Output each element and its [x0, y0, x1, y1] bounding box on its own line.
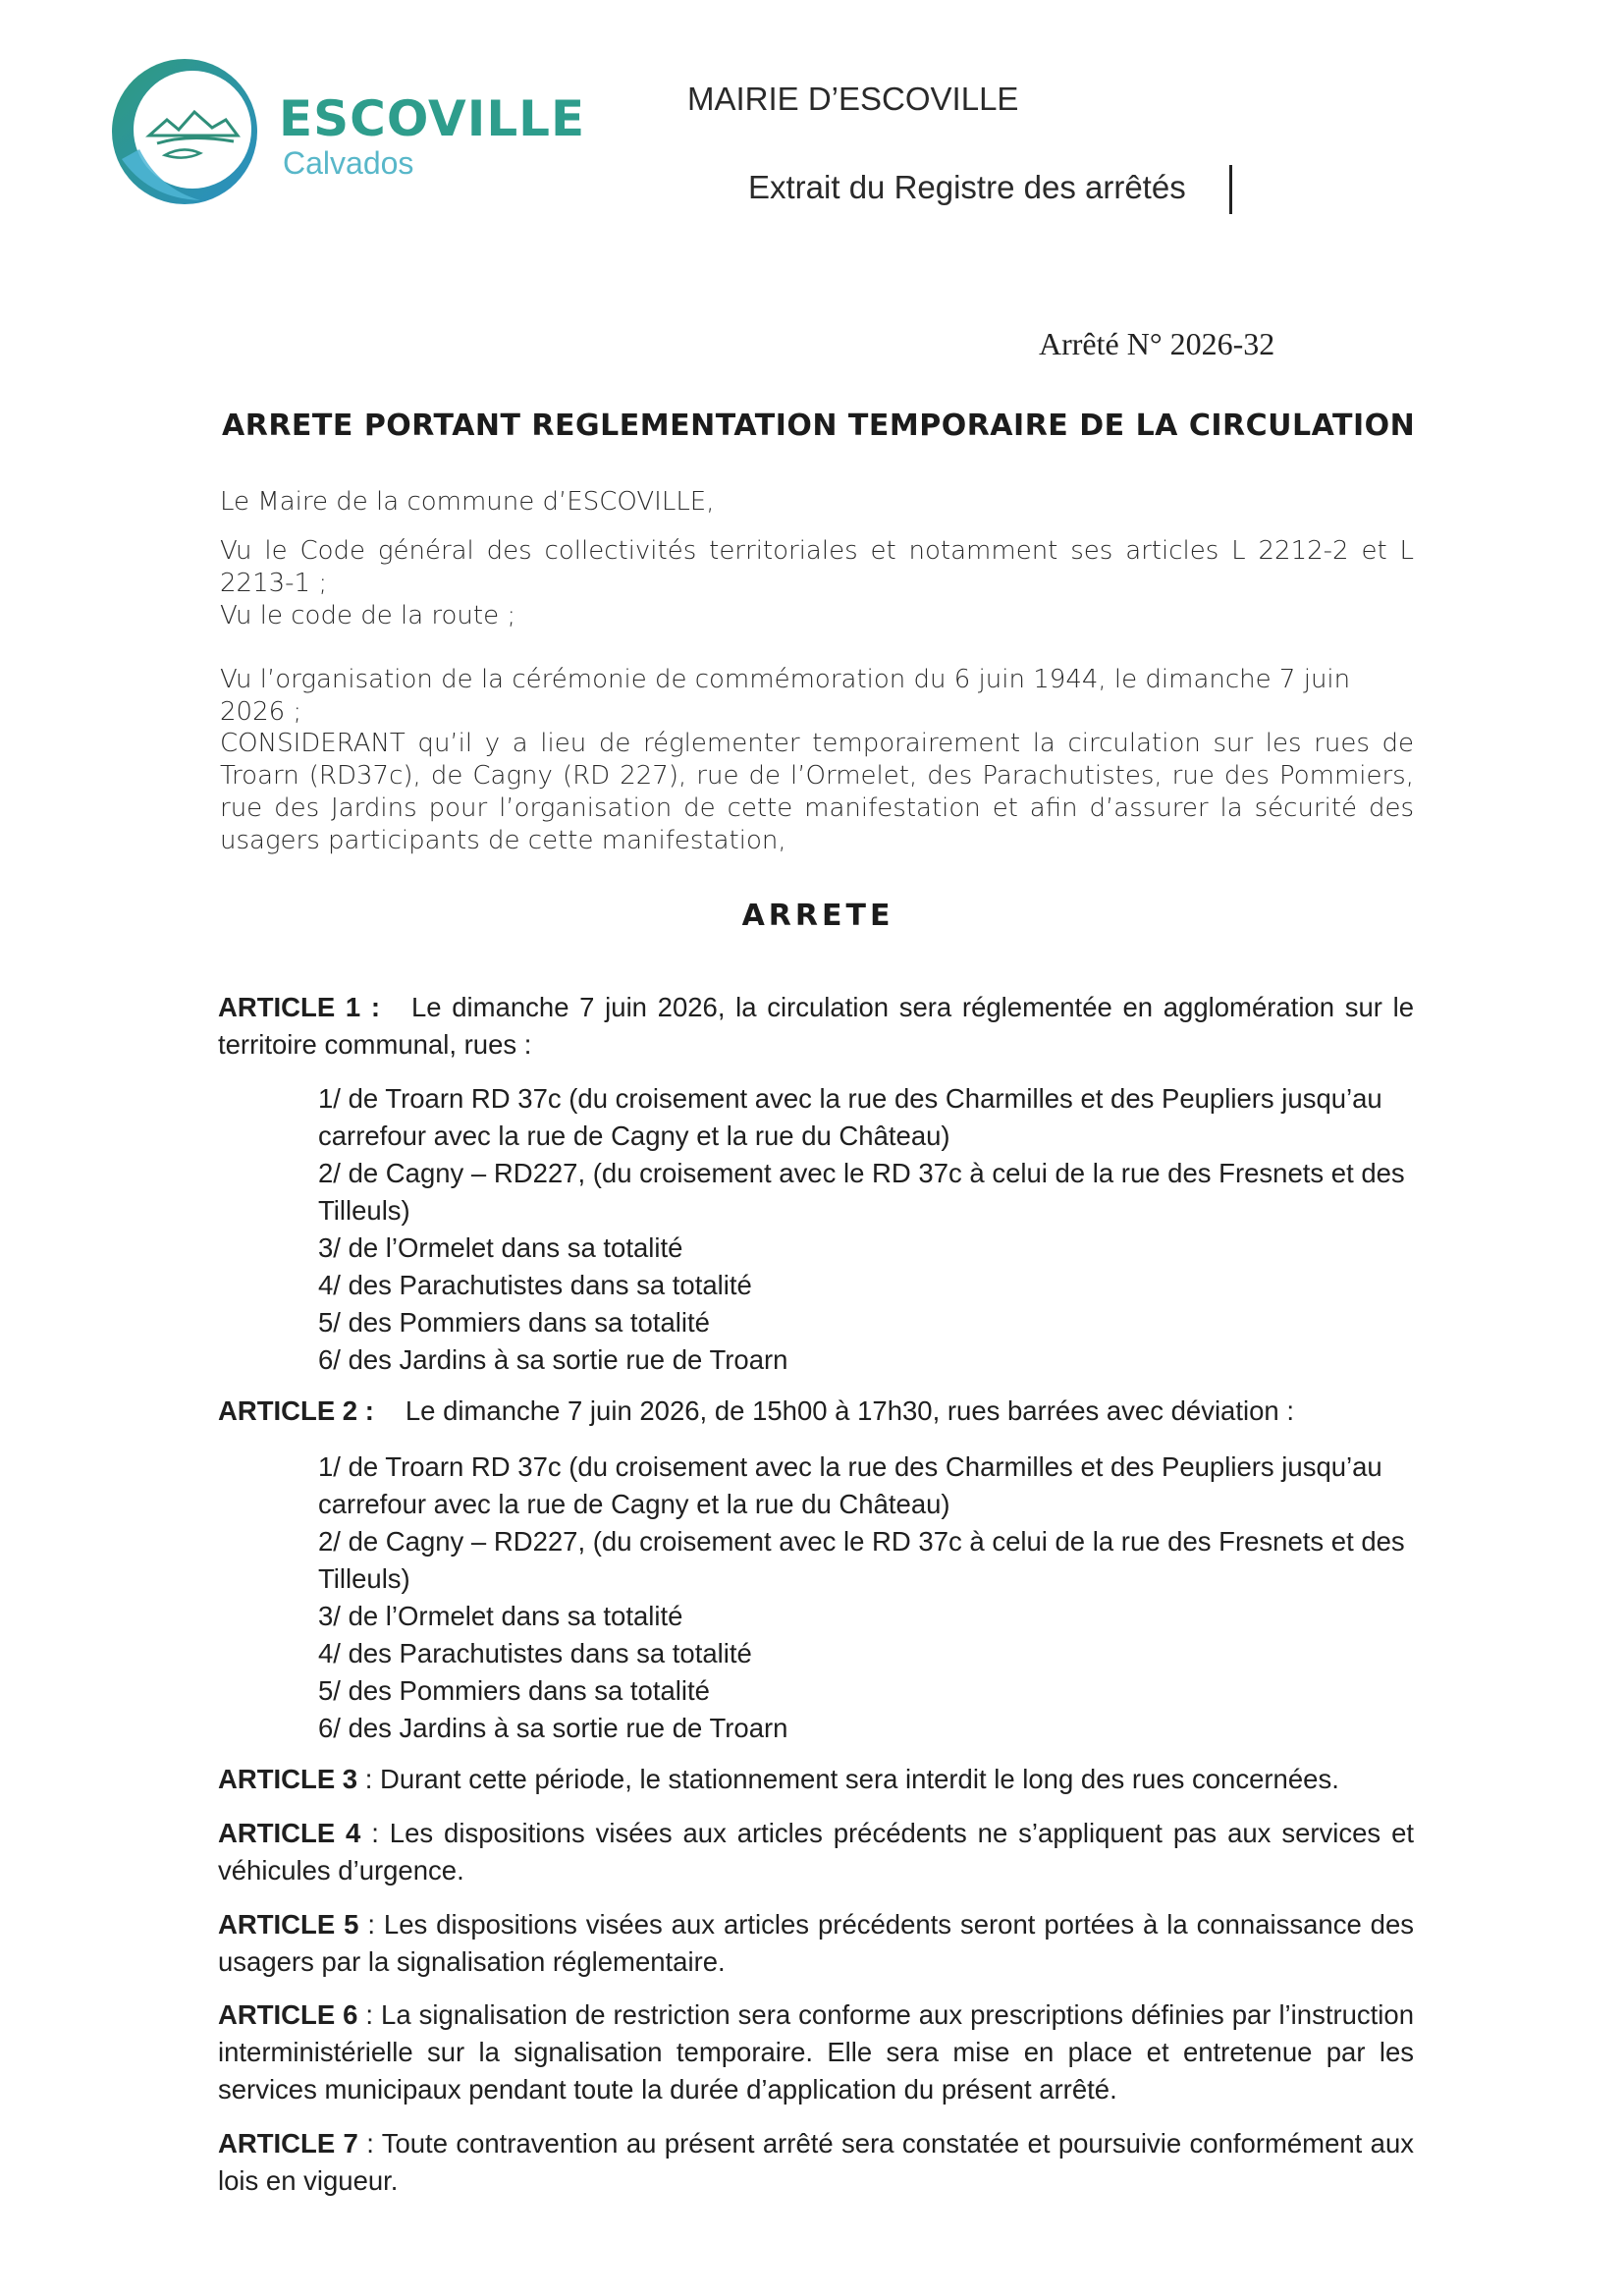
escoville-logo: [110, 51, 586, 208]
mairie-heading: MAIRIE D’ESCOVILLE: [687, 81, 1019, 117]
registre-extract-heading: Extrait du Registre des arrêtés: [748, 169, 1186, 205]
article-3: [218, 1761, 1414, 1798]
article-1: [218, 989, 1414, 1064]
article-4-label: ARTICLE 4: [218, 1818, 361, 1848]
article-2-label: ARTICLE 2 :: [218, 1395, 374, 1426]
article-1-label: ARTICLE 1 :: [218, 992, 380, 1022]
article-7-label: ARTICLE 7: [218, 2128, 358, 2159]
article-2-text: Le dimanche 7 juin 2026, de 15h00 à 17h30, rues barrées avec déviation :: [405, 1395, 1294, 1426]
logo-subtitle: Calvados: [283, 145, 414, 181]
list-item: 1/ de Troarn RD 37c (du croisement avec la rue des Charmilles et des Peupliers jusqu’au carrefour avec la rue de Cagny et la rue du Château): [318, 1083, 1382, 1151]
logo-wordmark: ESCOVILLE: [279, 90, 586, 147]
article-5-text: : Les dispositions visées aux articles précédents seront portées à la connaissance des usagers par la signalisation réglementaire.: [218, 1909, 1415, 1977]
article-3-text: : Durant cette période, le stationnement sera interdit le long des rues concernées.: [364, 1764, 1339, 1794]
article-1-street-list: [318, 1080, 1414, 1379]
article-4: [218, 1815, 1414, 1889]
list-item: 3/ de l’Ormelet dans sa totalité: [318, 1601, 683, 1631]
article-2: [218, 1393, 1414, 1430]
list-item: 5/ des Pommiers dans sa totalité: [318, 1307, 710, 1338]
arrete-heading: ARRETE: [741, 899, 894, 933]
preamble-vu-organisation: Vu l’organisation de la cérémonie de commémoration du 6 juin 1944, le dimanche 7 juin 2026 ;: [220, 665, 1351, 727]
preamble-maire: Le Maire de la commune d’ESCOVILLE,: [220, 487, 715, 517]
list-item: 3/ de l’Ormelet dans sa totalité: [318, 1232, 683, 1263]
arrete-number: Arrêté N° 2026-32: [1039, 326, 1275, 361]
preamble-considerant: CONSIDERANT qu’il y a lieu de réglementer temporairement la circulation sur les rues de Troarn (RD37c), de Cagny (RD 227), rue de l’Ormelet, des Parachutistes, rue des Pommiers, rue des Jardins pour l’organisation de cette manifestation et afin d’assurer la sécurité des usagers participants de cette manifestation,: [220, 729, 1414, 855]
preamble-vu-code-route: Vu le code de la route ;: [220, 601, 516, 630]
article-3-label: ARTICLE 3: [218, 1764, 358, 1794]
list-item: 6/ des Jardins à sa sortie rue de Troarn: [318, 1344, 788, 1375]
article-6-text: : La signalisation de restriction sera conforme aux prescriptions définies par l’instruction interministérielle sur la signalisation temporaire. Elle sera mise en place et entretenue par les services municipaux pendant toute la durée d’application du présent arrêté.: [218, 1999, 1415, 2105]
header-divider: [1229, 165, 1232, 214]
list-item: 2/ de Cagny – RD227, (du croisement avec le RD 37c à celui de la rue des Fresnets et des Tilleuls): [318, 1526, 1405, 1594]
list-item: 5/ des Pommiers dans sa totalité: [318, 1675, 710, 1706]
article-7-text: : Toute contravention au présent arrêté sera constatée et poursuivie conformément aux lois en vigueur.: [218, 2128, 1415, 2196]
article-7: [218, 2125, 1414, 2200]
escoville-emblem-icon: [110, 51, 257, 208]
article-1-text: Le dimanche 7 juin 2026, la circulation sera réglementée en agglomération sur le territoire communal, rues :: [218, 992, 1415, 1060]
list-item: 6/ des Jardins à sa sortie rue de Troarn: [318, 1713, 788, 1743]
article-4-text: : Les dispositions visées aux articles précédents ne s’appliquent pas aux services et véhicules d’urgence.: [218, 1818, 1415, 1886]
article-5: [218, 1906, 1414, 1981]
list-item: 2/ de Cagny – RD227, (du croisement avec le RD 37c à celui de la rue des Fresnets et des Tilleuls): [318, 1158, 1405, 1226]
list-item: 1/ de Troarn RD 37c (du croisement avec la rue des Charmilles et des Peupliers jusqu’au carrefour avec la rue de Cagny et la rue du Château): [318, 1451, 1382, 1519]
article-2-street-list: [318, 1449, 1414, 1747]
article-5-label: ARTICLE 5: [218, 1909, 359, 1940]
list-item: 4/ des Parachutistes dans sa totalité: [318, 1270, 752, 1300]
list-item: 4/ des Parachutistes dans sa totalité: [318, 1638, 752, 1668]
article-6-label: ARTICLE 6: [218, 1999, 358, 2030]
preamble-vu-code-general: Vu le Code général des collectivités territoriales et notamment ses articles L 2212-2 et L 2213-1 ;: [220, 536, 1414, 598]
article-6: [218, 1996, 1414, 2108]
document-title: ARRETE PORTANT REGLEMENTATION TEMPORAIRE DE LA CIRCULATION: [222, 409, 1416, 443]
